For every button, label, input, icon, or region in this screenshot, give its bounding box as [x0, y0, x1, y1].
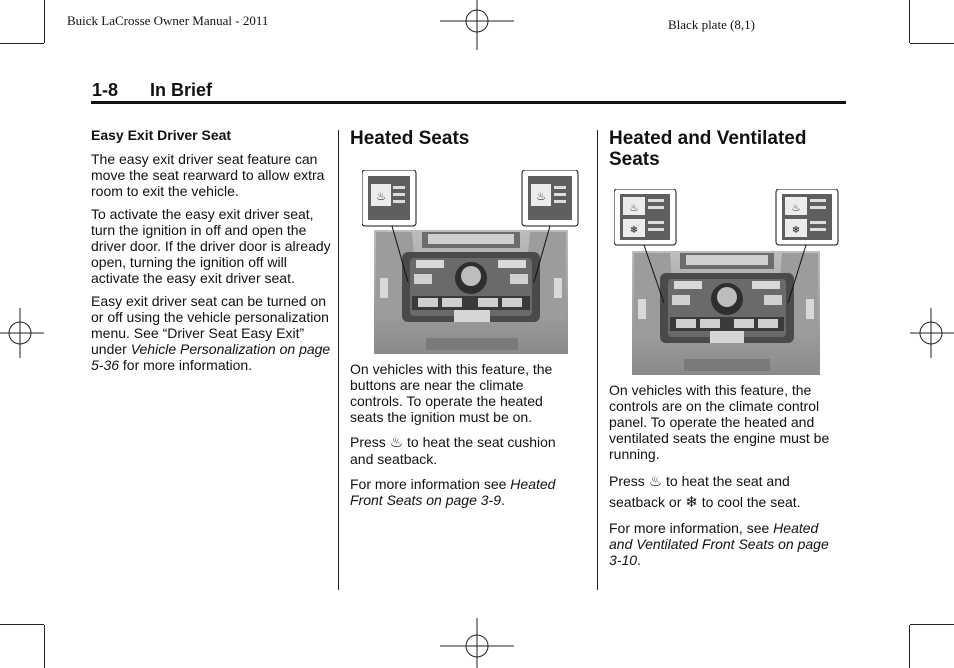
- heated-ventilated-illustration: [614, 189, 840, 375]
- registration-mark-top: [440, 0, 514, 56]
- easy-exit-text-a: Easy exit driver seat can be turned on or off using the vehicle personalization menu. See “Driver Seat Easy Exit” under: [91, 293, 329, 357]
- ventilated-press-text-c: to cool the seat.: [697, 494, 801, 510]
- registration-mark-right: [910, 300, 954, 366]
- heated-ventilated-heading: Heated and Ventilated Seats: [609, 128, 807, 170]
- heated-more-info-text: For more information see: [350, 476, 511, 492]
- crop-mark-bottom-left-v: [44, 625, 45, 668]
- heated-press-text: Press: [350, 434, 390, 450]
- section-number: 1-8: [92, 80, 119, 100]
- easy-exit-paragraph-1: The easy exit driver seat feature can move the seat rearward to allow extra room to exit the vehicle.: [91, 151, 325, 199]
- registration-mark-bottom: [440, 612, 514, 668]
- svg-text:❄: ❄: [791, 225, 801, 236]
- heated-more-info-end: .: [501, 492, 505, 508]
- crop-mark-bottom-left-h: [0, 624, 44, 625]
- easy-exit-heading: Easy Exit Driver Seat: [91, 127, 232, 143]
- ventilated-more-info-end: .: [637, 552, 641, 568]
- easy-exit-text-b: for more information.: [119, 357, 253, 373]
- vehicle-personalization-link[interactable]: Vehicle Personalization on page 5-36: [91, 341, 331, 373]
- ventilated-press-text-b: to heat the seat and seatback or: [609, 473, 790, 510]
- heated-seats-illustration: [362, 170, 580, 354]
- heated-seat-icon: ♨: [648, 473, 663, 490]
- svg-text:❄: ❄: [629, 225, 639, 236]
- column-divider-1: [338, 130, 339, 590]
- svg-text:♨: ♨: [536, 191, 546, 203]
- section-title: In Brief: [150, 80, 213, 100]
- ventilated-paragraph-1: On vehicles with this feature, the controls are on the climate control panel. To operate the heated and ventilated seats the engine must be running.: [609, 382, 830, 462]
- ventilated-more-info-text: For more information, see: [609, 520, 774, 536]
- heated-press-text-b: to heat the seat cushion and seatback.: [350, 434, 556, 467]
- easy-exit-paragraph-2: To activate the easy exit driver seat, turn the ignition in off and open the driver door. If the driver door is already open, turning the ignition off will activate the easy exit driver seat.: [91, 206, 331, 286]
- heated-ventilated-front-seats-link[interactable]: Heated and Ventilated Front Seats on page 3-10: [609, 520, 829, 568]
- heated-seats-heading: Heated Seats: [350, 128, 470, 149]
- ventilated-paragraph-3: [609, 520, 841, 568]
- crop-mark-top-left-h: [0, 43, 44, 44]
- heated-paragraph-1: On vehicles with this feature, the buttons are near the climate controls. To operate the heated seats the ignition must be on.: [350, 361, 553, 425]
- registration-mark-left: [0, 300, 44, 366]
- heated-paragraph-2: [350, 434, 578, 468]
- column-heated-ventilated: [609, 382, 841, 575]
- plate-label: Black plate (8,1): [668, 17, 755, 32]
- crop-mark-bottom-right-v: [909, 625, 910, 668]
- crop-mark-top-left-v: [44, 0, 45, 43]
- column-divider-2: [597, 130, 598, 590]
- manual-title: Buick LaCrosse Owner Manual - 2011: [67, 13, 269, 28]
- heated-seat-icon: ♨: [389, 434, 404, 451]
- header-rule: [91, 101, 846, 104]
- svg-text:♨: ♨: [376, 191, 386, 203]
- ventilated-seat-icon: ❄: [685, 494, 698, 511]
- heated-front-seats-link[interactable]: Heated Front Seats on page 3-9: [350, 476, 556, 508]
- heated-paragraph-3: [350, 476, 578, 508]
- crop-mark-top-right-h: [910, 43, 954, 44]
- column-easy-exit: [91, 127, 331, 380]
- easy-exit-paragraph-3: [91, 293, 331, 373]
- svg-text:♨: ♨: [791, 203, 801, 214]
- crop-mark-bottom-right-h: [910, 624, 954, 625]
- column-heated-seats: [350, 361, 578, 515]
- crop-mark-top-right-v: [909, 0, 910, 43]
- ventilated-press-text: Press: [609, 473, 649, 489]
- svg-text:♨: ♨: [629, 203, 639, 214]
- ventilated-paragraph-2: [609, 471, 841, 513]
